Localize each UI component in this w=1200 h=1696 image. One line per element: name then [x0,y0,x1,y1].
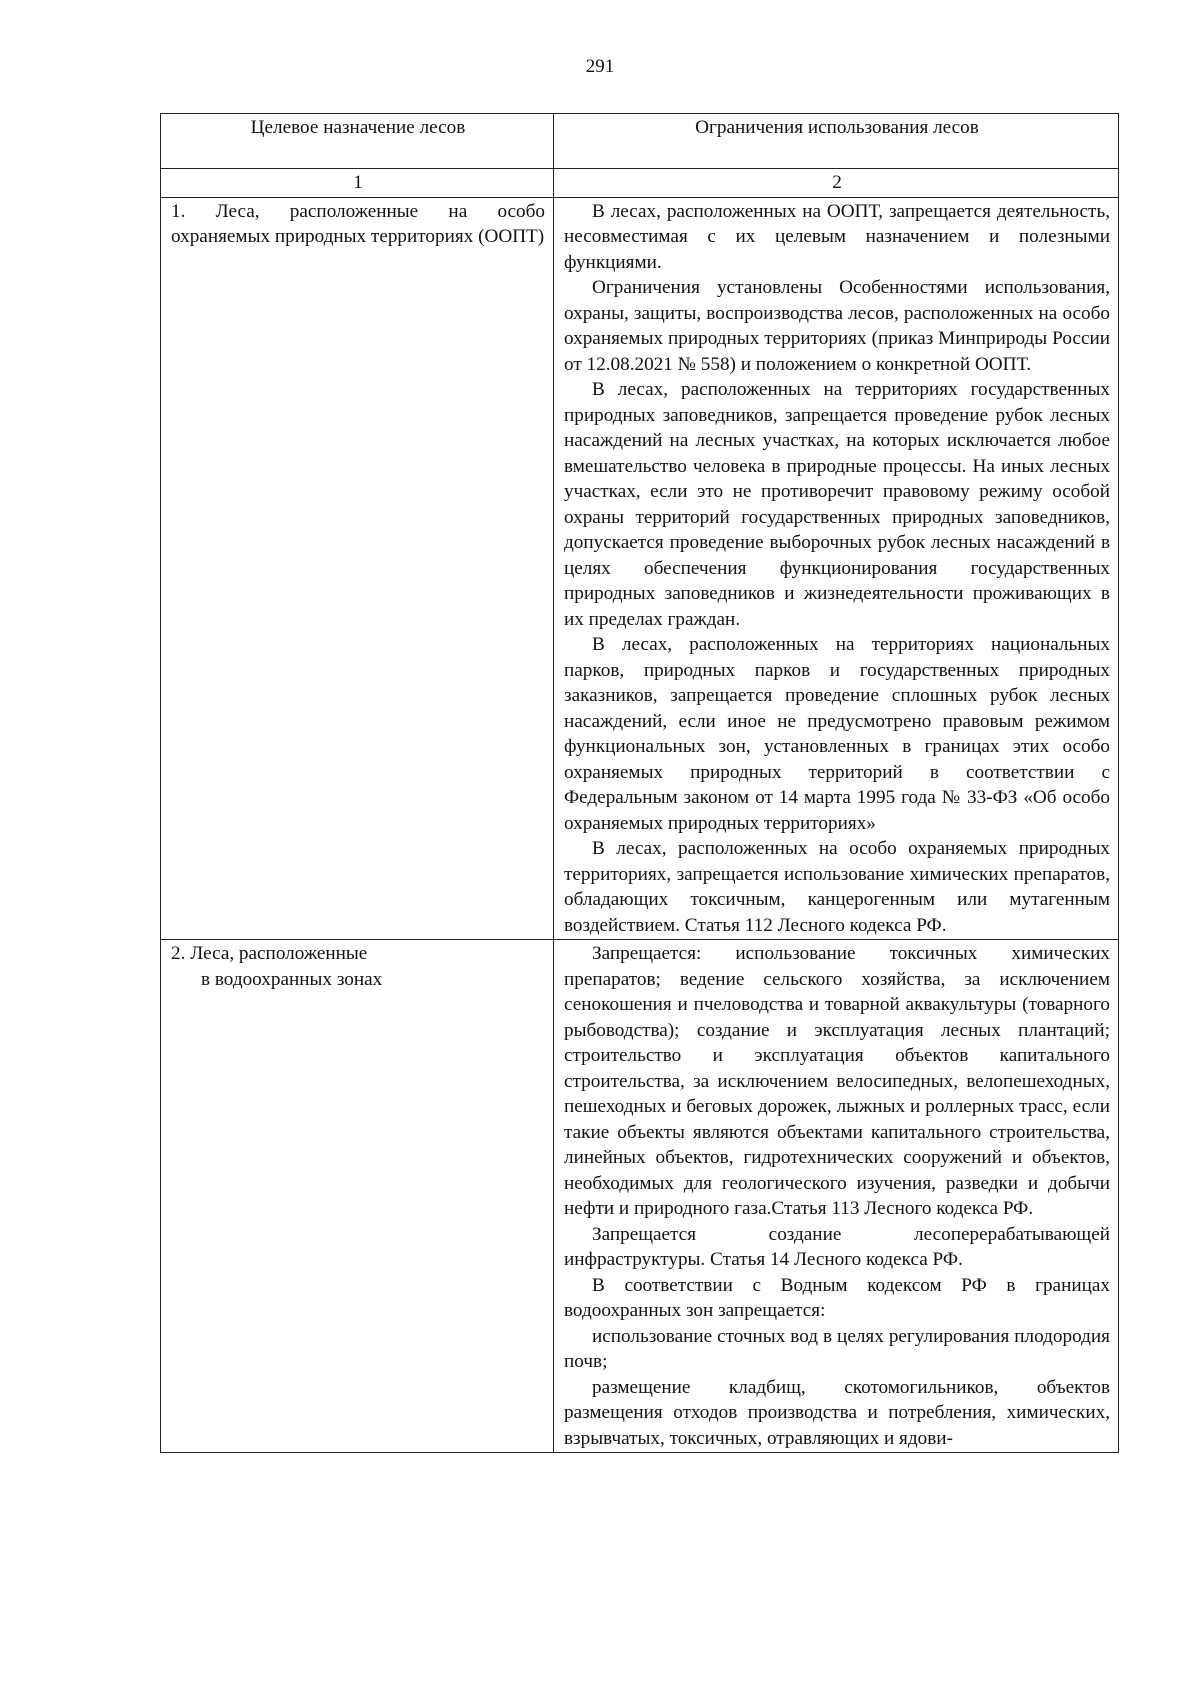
category-text: в водоохранных зонах [201,968,383,990]
restriction-paragraph: Ограничения установлены Особенностями использования, охраны, защиты, воспроизводства лесов, расположенных на особо охраняемых природных территориях (приказ Минприроды России от 12.08.2021 № 558) и положением о конкретной ООПТ. [564,277,1110,375]
table-row [161,940,1119,1453]
page-number: 291 [585,56,615,77]
restriction-paragraph: использование сточных вод в целях регулирования плодородия почв; [564,1325,1110,1372]
restriction-paragraph: размещение кладбищ, скотомогильников, объектов размещения отходов производства и потребления, химических, взрывчатых, токсичных, отравляющих и ядови- [564,1376,1110,1449]
forest-restrictions-table [160,113,1119,1453]
restrictions-cell [554,940,1119,1453]
restriction-paragraph: В лесах, расположенных на территориях национальных парков, природных парков и государственных природных заказников, запрещается проведение сплошных рубок лесных насаждений, если иное не предусмотрено правовым режимом функциональных зон, установленных в границах этих особо охраняемых природных территорий в соответствии с Федеральным законом от 14 марта 1995 года № 33-ФЗ «Об особо охраняемых природных территориях» [564,634,1110,834]
category-text: 2. Леса, расположенные [171,943,368,964]
restriction-paragraph: В лесах, расположенных на территориях государственных природных заповедников, запрещается проведение рубок лесных насаждений на лесных участках, на которых исключается любое вмешательство человека в природные процессы. На иных лесных участках, если это не противоречит правовому режиму особой охраны территорий государственных природных заповедников, допускается проведение выборочных рубок лесных насаждений в целях обеспечения функционирования государственных природных заповедников и жизнедеятельности проживающих в их пределах граждан. [564,379,1110,630]
category-text: 1. Леса, расположенные на особо охраняемых природных территориях (ООПТ) [171,200,545,247]
category-cell [161,197,554,940]
restriction-paragraph: Запрещается создание лесоперерабатывающей инфраструктуры. Статья 14 Лесного кодекса РФ. [564,1223,1110,1270]
restriction-paragraph: В соответствии с Водным кодексом РФ в границах водоохранных зон запрещается: [564,1274,1110,1321]
column-number-2: 2 [554,169,1119,198]
table-header-row [161,114,1119,169]
restriction-paragraph: Запрещается: использование токсичных химических препаратов; ведение сельского хозяйства, за исключением сенокошения и пчеловодства и товарной аквакультуры (товарного рыбоводства); создание и эксплуатация лесных плантаций; строительство и эксплуатация объектов капитального строительства, за исключением велосипедных, велопешеходных, пешеходных и беговых дорожек, лыжных и роллерных трасс, если такие объекты являются объектами капитального строительства, линейных объектов, гидротехнических сооружений и объектов, необходимых для геологического изучения, разведки и добычи нефти и природного газа.Статья 113 Лесного кодекса РФ. [564,943,1110,1219]
column-number-row [161,169,1119,198]
category-cell [161,940,554,1453]
table-row [161,197,1119,940]
column-number-1: 1 [161,169,554,198]
restriction-paragraph: В лесах, расположенных на ООПТ, запрещается деятельность, несовместимая с их целевым назначением и полезными функциями. [564,200,1110,273]
header-forest-purpose: Целевое назначение лесов [161,114,554,169]
restriction-paragraph: В лесах, расположенных на особо охраняемых природных территориях, запрещается использование химических препаратов, обладающих токсичным, канцерогенным или мутагенным воздействием. Статья 112 Лесного кодекса РФ. [564,838,1110,936]
restrictions-cell [554,197,1119,940]
header-usage-restrictions: Ограничения использования лесов [554,114,1119,169]
